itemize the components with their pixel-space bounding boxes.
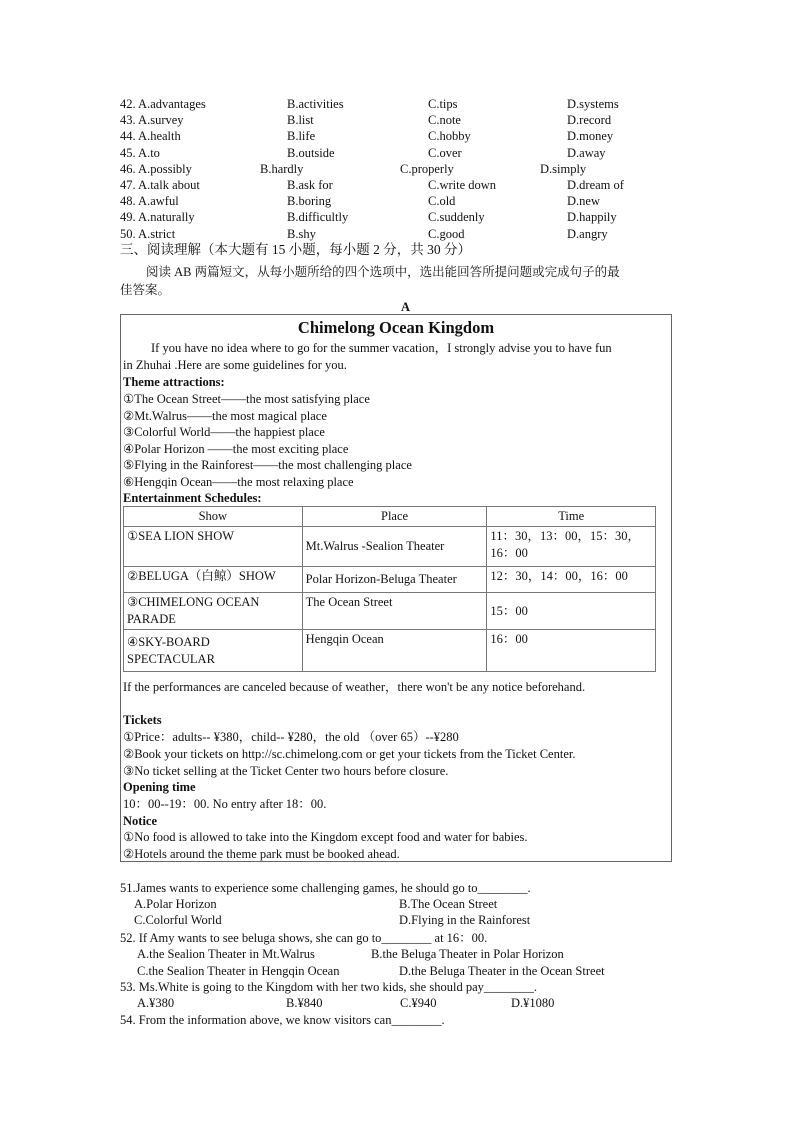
option-b: B.ask for bbox=[287, 177, 333, 192]
theme-heading: Theme attractions: bbox=[123, 375, 225, 389]
option-a: 49. A.naturally bbox=[120, 210, 195, 225]
notice-item: ②Hotels around the theme park must be booked ahead. bbox=[123, 847, 400, 861]
section-instruction-cont: 佳答案。 bbox=[120, 283, 171, 297]
attraction-item: ⑤Flying in the Rainforest——the most challenging place bbox=[123, 458, 412, 472]
header-show: Show bbox=[124, 507, 303, 527]
option-d: D.new bbox=[567, 194, 600, 209]
place-cell: Hengqin Ocean bbox=[302, 630, 487, 672]
option-52c: C.the Sealion Theater in Hengqin Ocean bbox=[137, 964, 340, 978]
question-51: 51.James wants to experience some challenging games, he should go to________. bbox=[120, 881, 531, 895]
option-row-49 bbox=[120, 209, 680, 225]
show-cell: ④SKY-BOARD SPECTACULAR bbox=[124, 630, 303, 672]
option-53b: B.¥840 bbox=[286, 996, 323, 1010]
option-a: 46. A.possibly bbox=[120, 161, 192, 176]
option-53d: D.¥1080 bbox=[511, 996, 555, 1010]
opening-heading: Opening time bbox=[123, 780, 196, 794]
option-list bbox=[120, 96, 680, 242]
schedule-table bbox=[123, 506, 656, 672]
time-cell: 12：30，14：00，16：00 bbox=[487, 567, 656, 593]
table-row bbox=[124, 527, 656, 567]
option-b: B.activities bbox=[287, 97, 344, 111]
passage-intro: If you have no idea where to go for the summer vacation，I strongly advise you to have fun bbox=[151, 341, 612, 355]
option-c: C.hobby bbox=[428, 129, 471, 144]
schedule-heading: Entertainment Schedules: bbox=[123, 491, 262, 505]
option-c: C.write down bbox=[428, 177, 497, 192]
option-53a: A.¥380 bbox=[137, 996, 175, 1010]
option-b: B.shy bbox=[287, 226, 316, 241]
option-a: 42. A.advantages bbox=[120, 97, 206, 111]
option-b: B.life bbox=[287, 129, 316, 144]
option-51b: B.The Ocean Street bbox=[399, 897, 498, 911]
option-row-46 bbox=[120, 161, 680, 177]
option-53c: C.¥940 bbox=[400, 996, 437, 1010]
option-b: B.hardly bbox=[260, 161, 304, 176]
header-place: Place bbox=[302, 507, 487, 527]
option-d: D.systems bbox=[567, 97, 619, 111]
option-row-44 bbox=[120, 128, 680, 144]
option-row-43 bbox=[120, 112, 680, 128]
option-d: D.away bbox=[567, 145, 606, 160]
option-d: D.simply bbox=[540, 161, 587, 176]
notice-item: ①No food is allowed to take into the Kingdom except food and water for babies. bbox=[123, 830, 528, 844]
option-c: C.old bbox=[428, 194, 456, 209]
attraction-item: ⑥Hengqin Ocean——the most relaxing place bbox=[123, 474, 354, 489]
tickets-heading: Tickets bbox=[123, 713, 162, 727]
option-c: C.properly bbox=[400, 161, 454, 176]
option-d: D.dream of bbox=[567, 177, 624, 192]
question-53: 53. Ms.White is going to the Kingdom with her two kids, she should pay________. bbox=[120, 980, 537, 994]
option-a: 48. A.awful bbox=[120, 194, 179, 209]
passage-intro-cont: in Zhuhai .Here are some guidelines for you. bbox=[123, 358, 347, 372]
option-d: D.angry bbox=[567, 226, 608, 241]
option-52a: A.the Sealion Theater in Mt.Walrus bbox=[137, 947, 315, 961]
passage-title: Chimelong Ocean Kingdom bbox=[297, 318, 495, 337]
attraction-item: ②Mt.Walrus——the most magical place bbox=[123, 408, 327, 423]
show-cell: ③CHIMELONG OCEAN PARADE bbox=[124, 593, 303, 630]
weather-note: If the performances are canceled because of weather，there won't be any notice beforehand. bbox=[123, 680, 586, 694]
time-cell: 15：00 bbox=[487, 593, 656, 630]
passage-label: A bbox=[401, 300, 411, 314]
option-a: 47. A.talk about bbox=[120, 177, 200, 192]
option-b: B.difficultly bbox=[287, 210, 349, 225]
header-time: Time bbox=[487, 507, 656, 527]
option-a: 44. A.health bbox=[120, 129, 181, 144]
option-c: C.suddenly bbox=[428, 210, 485, 225]
option-c: C.over bbox=[428, 145, 462, 160]
option-row-45 bbox=[120, 145, 680, 161]
option-c: C.good bbox=[428, 226, 465, 241]
table-row bbox=[124, 593, 656, 630]
option-a: 43. A.survey bbox=[120, 113, 184, 128]
option-d: D.happily bbox=[567, 210, 617, 225]
option-b: B.boring bbox=[287, 194, 332, 209]
show-cell: ②BELUGA（白鲸）SHOW bbox=[124, 567, 303, 593]
option-52d: D.the Beluga Theater in the Ocean Street bbox=[399, 964, 605, 978]
option-b: B.list bbox=[287, 113, 314, 128]
ticket-item: ②Book your tickets on http://sc.chimelong.com or get your tickets from the Ticket Center. bbox=[123, 747, 576, 761]
table-row bbox=[124, 567, 656, 593]
place-cell: The Ocean Street bbox=[302, 593, 487, 630]
option-52b: B.the Beluga Theater in Polar Horizon bbox=[371, 947, 564, 961]
notice-heading: Notice bbox=[123, 814, 158, 828]
opening-time: 10：00--19：00. No entry after 18：00. bbox=[123, 797, 327, 811]
question-54: 54. From the information above, we know visitors can________. bbox=[120, 1013, 445, 1027]
option-row-50 bbox=[120, 226, 680, 242]
table-header-row bbox=[124, 507, 656, 527]
show-cell: ①SEA LION SHOW bbox=[124, 527, 303, 567]
table-row bbox=[124, 630, 656, 672]
option-d: D.money bbox=[567, 129, 614, 144]
option-a: 50. A.strict bbox=[120, 226, 176, 241]
ticket-item: ①Price：adults-- ¥380，child-- ¥280，the old （over 65）--¥280 bbox=[123, 730, 459, 744]
option-c: C.note bbox=[428, 113, 461, 128]
option-a: 45. A.to bbox=[120, 145, 160, 160]
option-b: B.outside bbox=[287, 145, 335, 160]
time-cell: 11：30，13：00，15：30，16：00 bbox=[487, 527, 656, 567]
passage-box bbox=[120, 314, 672, 862]
option-51d: D.Flying in the Rainforest bbox=[399, 913, 531, 927]
attraction-item: ①The Ocean Street——the most satisfying place bbox=[123, 392, 370, 406]
question-52: 52. If Amy wants to see beluga shows, she can go to________ at 16：00. bbox=[120, 931, 488, 945]
option-d: D.record bbox=[567, 113, 612, 128]
attraction-item: ③Colorful World——the happiest place bbox=[123, 425, 325, 439]
ticket-item: ③No ticket selling at the Ticket Center two hours before closure. bbox=[123, 764, 449, 778]
option-row-47 bbox=[120, 177, 680, 193]
place-cell: Mt.Walrus -Sealion Theater bbox=[302, 527, 487, 567]
section-heading: 三、阅读理解（本大题有 15 小题，每小题 2 分，共 30 分） bbox=[120, 242, 471, 257]
place-cell: Polar Horizon-Beluga Theater bbox=[302, 567, 487, 593]
section-instruction: 阅读 AB 两篇短文，从每小题所给的四个选项中，选出能回答所提问题或完成句子的最 bbox=[146, 265, 620, 279]
option-c: C.tips bbox=[428, 97, 458, 111]
option-row-48 bbox=[120, 193, 680, 209]
option-51a: A.Polar Horizon bbox=[134, 897, 217, 911]
attraction-item: ④Polar Horizon ——the most exciting place bbox=[123, 441, 349, 456]
option-51c: C.Colorful World bbox=[134, 913, 222, 927]
option-row-42 bbox=[120, 96, 680, 112]
time-cell: 16：00 bbox=[487, 630, 656, 672]
